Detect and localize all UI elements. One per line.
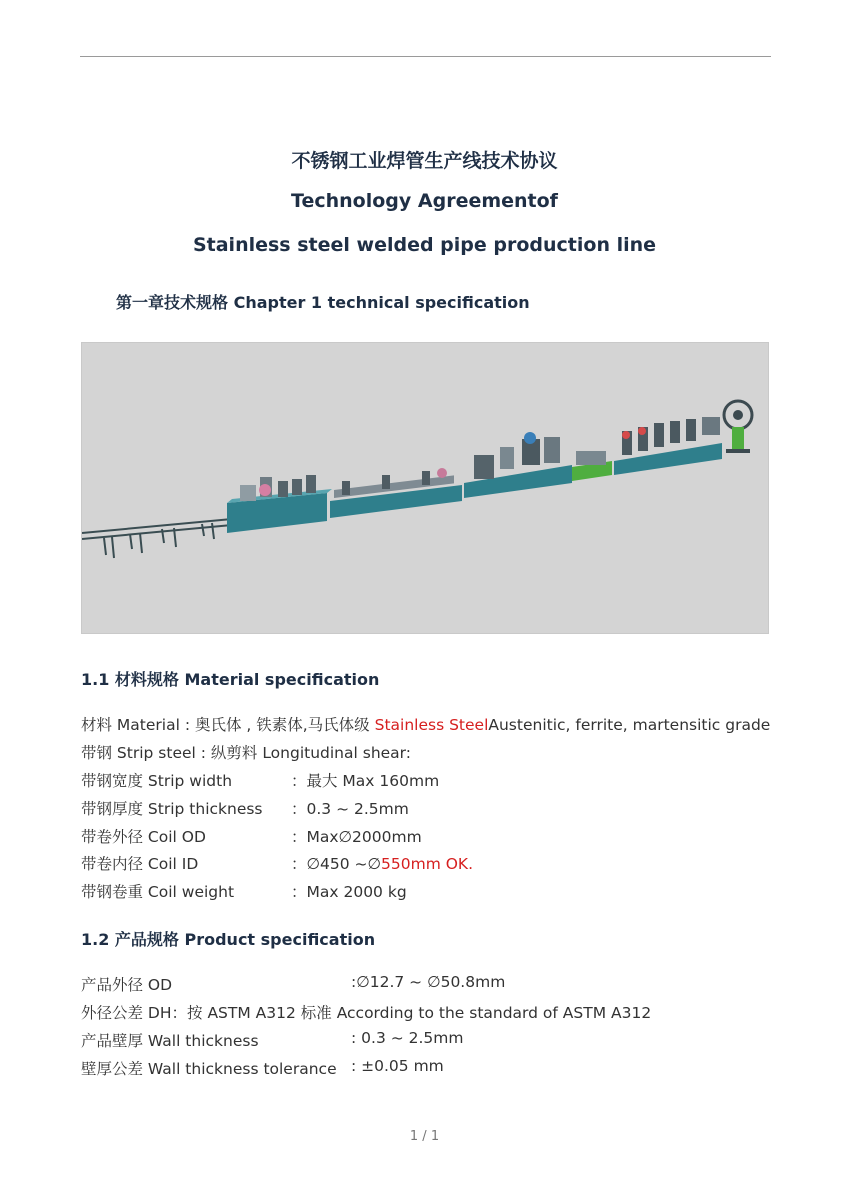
spec-value-group [291, 852, 473, 874]
spec-value: ：最大 Max 160mm [291, 772, 440, 790]
product-label: 壁厚公差 Wall thickness tolerance [81, 1060, 337, 1078]
product-label: 产品壁厚 Wall thickness [81, 1032, 259, 1050]
page-number: 1 / 1 [409, 1129, 440, 1144]
production-line-figure [81, 342, 769, 634]
product-value: : ±0.05 mm [351, 1057, 444, 1075]
material-line-suffix: Austenitic, ferrite, martensitic grade [488, 716, 771, 734]
material-line [81, 713, 770, 735]
spec-label: 带卷内径 Coil ID [81, 855, 199, 873]
material-highlight: Stainless Steel [374, 716, 489, 734]
spec-row-coil-od [81, 825, 422, 847]
product-label: 产品外径 OD [81, 976, 173, 994]
product-row-od-tolerance [81, 1001, 651, 1023]
uncoiler [724, 401, 752, 453]
strip-steel-line: 带钢 Strip steel : 纵剪料 Longitudinal shear: [81, 744, 411, 762]
spec-row-strip-width [81, 769, 440, 791]
spec-label: 带钢卷重 Coil weight [81, 883, 235, 901]
welding-forming-section [464, 417, 722, 498]
product-label: 外径公差 DH：按 ASTM A312 标准 According to the standard of ASTM A312 [81, 1004, 652, 1022]
spec-label: 带钢厚度 Strip thickness [81, 800, 263, 818]
production-line-drawing [82, 343, 769, 634]
document-title-cn: 不锈钢工业焊管生产线技术协议 [291, 150, 558, 172]
material-line-prefix: 材料 Material : 奥氏体 , 铁素体,马氏体级 [81, 716, 375, 734]
spec-value: ：Max 2000 kg [291, 883, 407, 901]
cutoff-sizing-section [227, 475, 332, 533]
product-value: :∅12.7 ~ ∅50.8mm [351, 973, 506, 991]
product-row-wall-thickness [81, 1029, 464, 1051]
spec-row-coil-id [81, 852, 474, 874]
spec-value-highlight: 550mm OK. [381, 855, 474, 873]
spec-label: 带卷外径 Coil OD [81, 828, 206, 846]
material-spec-heading: 1.1 材料规格 Material specification [81, 670, 380, 689]
product-spec-heading: 1.2 产品规格 Product specification [81, 930, 376, 949]
product-row-wall-tolerance [81, 1057, 444, 1079]
spec-row-strip-thickness [81, 797, 409, 819]
header-rule [80, 56, 771, 57]
product-row-od [81, 973, 506, 995]
spec-label: 带钢宽度 Strip width [81, 772, 233, 790]
spec-value: ：∅450 ~∅ [291, 855, 382, 873]
middle-section [330, 468, 462, 518]
document-title-en-line2: Stainless steel welded pipe production line [192, 234, 657, 256]
chapter-heading: 第一章技术规格 Chapter 1 technical specification [116, 293, 530, 312]
spec-value: ：Max∅2000mm [291, 828, 422, 846]
document-title-en-line1: Technology Agreementof [291, 190, 558, 212]
spec-row-coil-weight [81, 880, 407, 902]
product-value: : 0.3 ~ 2.5mm [351, 1029, 464, 1047]
spec-value: ：0.3 ~ 2.5mm [291, 800, 409, 818]
runout-table [82, 511, 247, 558]
